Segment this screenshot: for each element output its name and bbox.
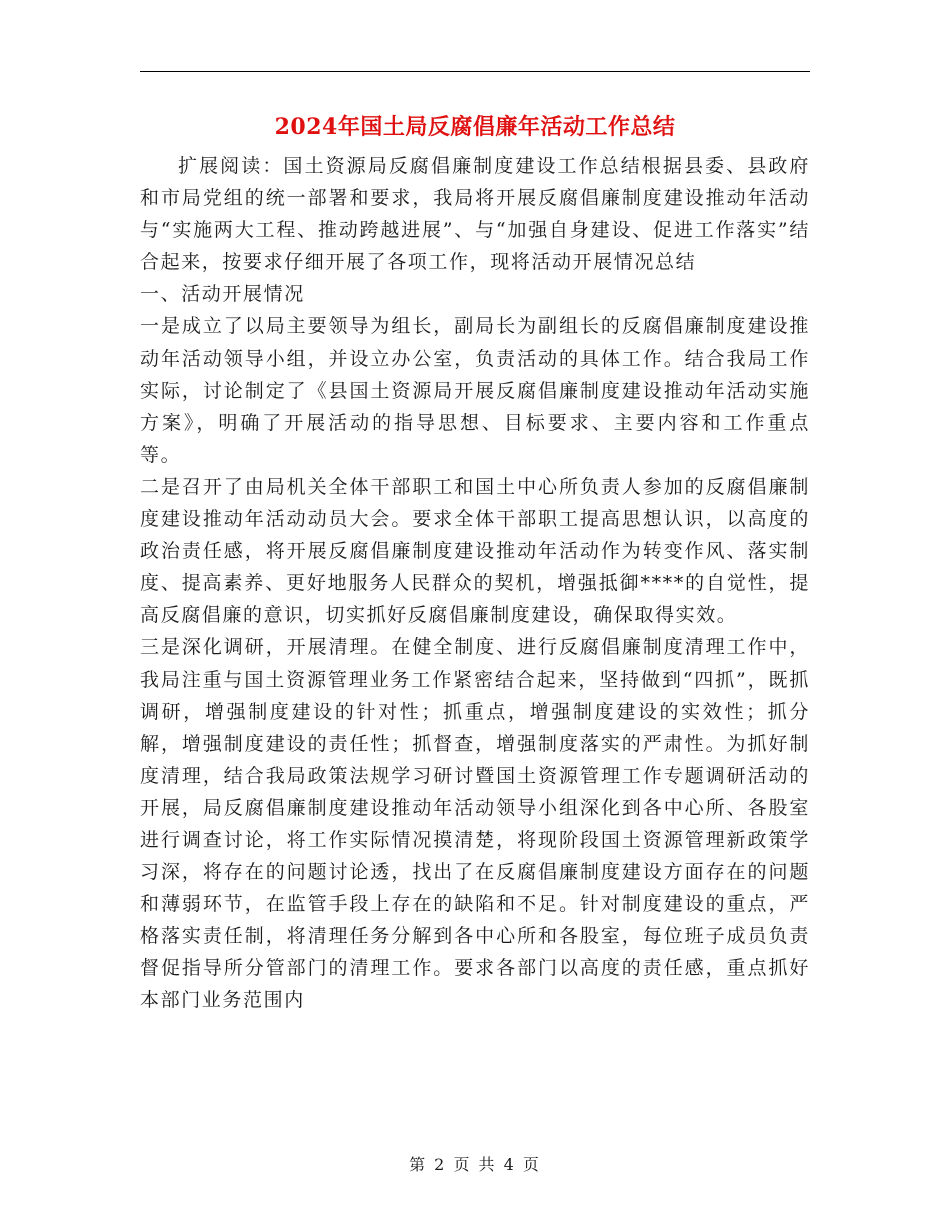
- page-number: 第 2 页 共 4 页: [409, 1155, 541, 1174]
- document-body: [140, 150, 810, 1017]
- paragraph-second: 二是召开了由局机关全体干部职工和国土中心所负责人参加的反腐倡廉制度建设推动年活动动员大会。要求全体干部职工提高思想认识，以高度的政治责任感，将开展反腐倡廉制度建设推动年活动作为转变作风、落实制度、提高素养、更好地服务人民群众的契机，增强抵御****的自觉性，提高反腐倡廉的意识，切实抓好反腐倡廉制度建设，确保取得实效。: [140, 475, 810, 627]
- paragraph-third: 三是深化调研，开展清理。在健全制度、进行反腐倡廉制度清理工作中，我局注重与国土资源管理业务工作紧密结合起来，坚持做到“四抓”，既抓调研，增强制度建设的针对性；抓重点，增强制度建设的实效性；抓分解，增强制度建设的责任性；抓督查，增强制度落实的严肃性。为抓好制度清理，结合我局政策法规学习研讨暨国土资源管理工作专题调研活动的开展，局反腐倡廉制度建设推动年活动领导小组深化到各中心所、各股室进行调查讨论，将工作实际情况摸清楚，将现阶段国土资源管理新政策学习深，将存在的问题讨论透，找出了在反腐倡廉制度建设方面存在的问题和薄弱环节，在监管手段上存在的缺陷和不足。针对制度建设的重点，严格落实责任制，将清理任务分解到各中心所和各股室，每位班子成员负责督促指导所分管部门的清理工作。要求各部门以高度的责任感，重点抓好本部门业务范围内: [140, 636, 810, 1012]
- section-heading: 一、活动开展情况: [140, 283, 305, 306]
- document-title: 2024年国土局反腐倡廉年活动工作总结: [274, 114, 676, 140]
- header-rule: [140, 71, 810, 72]
- paragraph-intro: 扩展阅读：国土资源局反腐倡廉制度建设工作总结根据县委、县政府和市局党组的统一部署和要求，我局将开展反腐倡廉制度建设推动年活动与“实施两大工程、推动跨越进展”、与“加强自身建设、促进工作落实”结合起来，按要求仔细开展了各项工作，现将活动开展情况总结: [140, 155, 810, 274]
- paragraph-first: 一是成立了以局主要领导为组长，副局长为副组长的反腐倡廉制度建设推动年活动领导小组，并设立办公室，负责活动的具体工作。结合我局工作实际，讨论制定了《县国土资源局开展反腐倡廉制度建设推动年活动实施方案》，明确了开展活动的指导思想、目标要求、主要内容和工作重点等。: [140, 315, 810, 466]
